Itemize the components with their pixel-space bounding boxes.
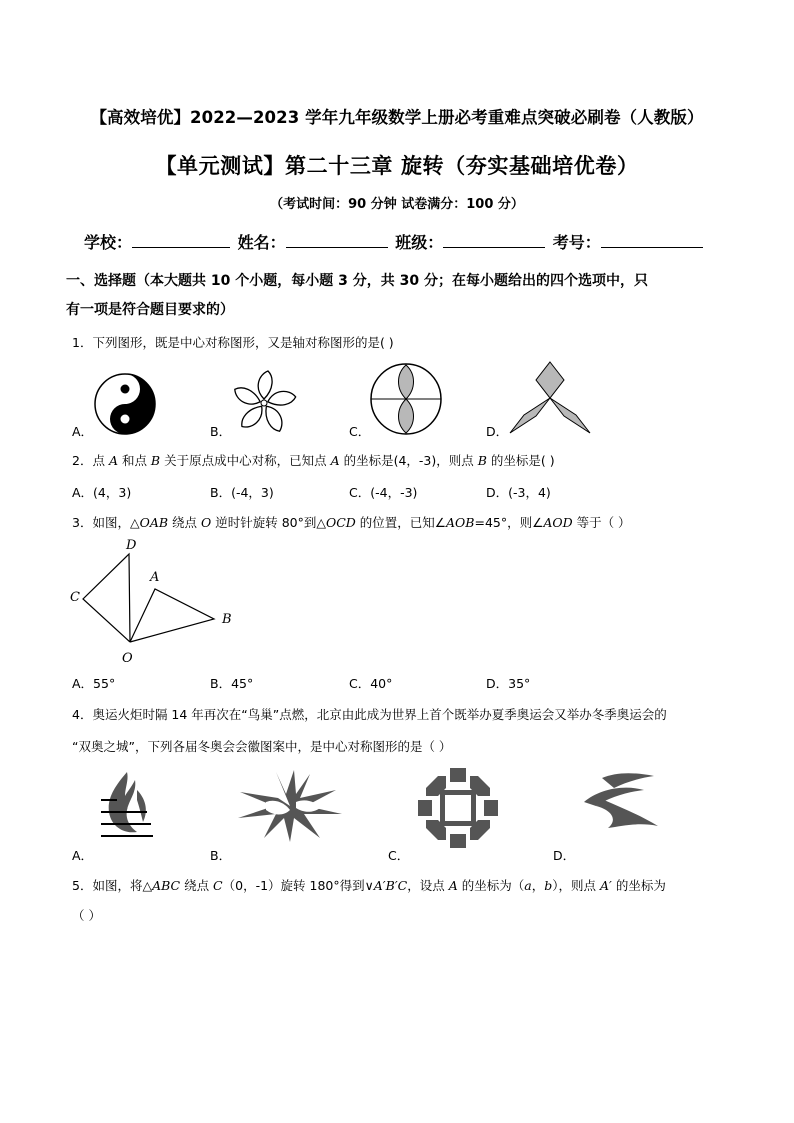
exam-time-info: （考试时间：90 分钟 试卷满分：100 分）: [270, 197, 524, 212]
label-d: D: [126, 538, 137, 553]
name-label: 姓名：: [237, 233, 286, 252]
q3-option-c[interactable]: C．40°: [349, 676, 393, 691]
circle-petals-figure: [369, 362, 443, 436]
q3-option-b[interactable]: B．45°: [210, 676, 254, 691]
header-line1: 【高效培优】2022—2023 学年九年级数学上册必考重难点突破必刷卷（人教版）: [90, 108, 704, 127]
q3-option-d[interactable]: D．35°: [486, 676, 531, 691]
flame-emblem-figure: [97, 770, 157, 840]
rotation-triangles-figure: [66, 535, 236, 665]
three-rhombus-figure: [508, 360, 592, 434]
section1-line2: 有一项是符合题目要求的）: [66, 302, 234, 318]
q4-option-b[interactable]: B．: [210, 848, 232, 863]
square-knot-emblem-figure: [416, 766, 500, 850]
class-label: 班级：: [395, 233, 444, 252]
school-blank[interactable]: [132, 231, 230, 248]
q2-option-b[interactable]: B．(-4，3): [210, 485, 274, 500]
q3-text: 3．如图，△OAB 绕点 O 逆时针旋转 80°到△OCD 的位置，已知∠AOB=45°，则∠AOD 等于（ ）: [72, 515, 631, 530]
label-o: O: [122, 651, 133, 666]
q1-option-c[interactable]: C．: [349, 424, 371, 439]
school-label: 学校：: [84, 233, 133, 252]
label-a: A: [150, 570, 160, 585]
q4-line1: 4．奥运火炬时隔 14 年再次在“鸟巢”点燃，北京由此成为世界上首个既举办夏季奥运会又举办冬季奥运会的: [72, 707, 667, 722]
q2-text: 2．点 A 和点 B 关于原点成中心对称，已知点 A 的坐标是(4，-3)，则点 B 的坐标是( ): [72, 453, 555, 468]
number-blank[interactable]: [601, 231, 703, 248]
q1-option-b[interactable]: B．: [210, 424, 232, 439]
name-blank[interactable]: [286, 231, 388, 248]
pinwheel-flower-figure: [229, 368, 299, 438]
number-label: 考号：: [552, 233, 601, 252]
q4-option-c[interactable]: C．: [388, 848, 410, 863]
label-c: C: [70, 590, 80, 605]
info-fields: [84, 230, 705, 253]
q3-option-a[interactable]: A．55°: [72, 676, 116, 691]
q4-option-a[interactable]: A．: [72, 848, 94, 863]
q2-option-d[interactable]: D．(-3，4): [486, 485, 551, 500]
yin-yang-figure: [93, 372, 157, 436]
q1-option-d[interactable]: D．: [486, 424, 509, 439]
page-title: 【单元测试】第二十三章 旋转（夯实基础培优卷）: [155, 154, 639, 178]
q4-option-d[interactable]: D．: [553, 848, 576, 863]
q5-line2: （ ）: [72, 908, 101, 923]
label-b: B: [222, 612, 232, 627]
splash-emblem-figure: [236, 768, 344, 844]
section1-line1: 一、选择题（本大题共 10 个小题，每小题 3 分，共 30 分；在每小题给出的四个选项中，只: [66, 273, 648, 289]
q5-text: 5．如图，将△ABC 绕点 C（0，-1）旋转 180°得到∨A′B′C，设点 A 的坐标为（a，b），则点 A′ 的坐标为: [72, 878, 666, 893]
q1-option-a[interactable]: A．: [72, 424, 94, 439]
class-blank[interactable]: [443, 231, 545, 248]
q4-line2: “双奥之城”，下列各届冬奥会会徽图案中，是中心对称图形的是（ ）: [72, 739, 452, 754]
q1-text: 1．下列图形，既是中心对称图形，又是轴对称图形的是( ): [72, 335, 394, 350]
ribbon-emblem-figure: [578, 770, 664, 832]
q2-option-a[interactable]: A．(4，3): [72, 485, 132, 500]
q2-option-c[interactable]: C．(-4，-3): [349, 485, 418, 500]
